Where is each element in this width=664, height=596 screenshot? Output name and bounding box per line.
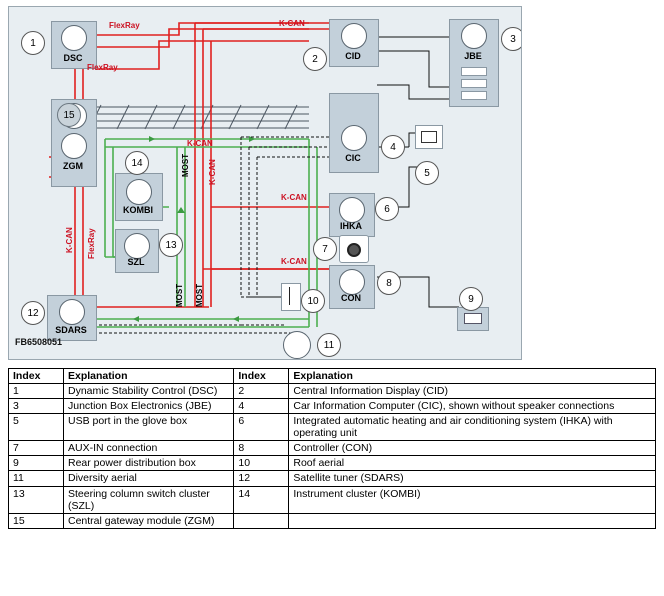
jbe-fuse-2 xyxy=(461,79,487,88)
callout-3[interactable]: 3 xyxy=(501,27,522,51)
legend-table xyxy=(8,368,656,529)
legend-index: 13 xyxy=(9,486,64,513)
aux-in-icon xyxy=(347,243,361,257)
table-row xyxy=(9,513,656,528)
figure-code: FB6508051 xyxy=(15,337,63,347)
table-row xyxy=(9,414,656,441)
legend-index: 15 xyxy=(9,513,64,528)
wiring-diagram xyxy=(8,6,522,360)
module-con-label: CON xyxy=(341,293,361,303)
legend-explanation: USB port in the glove box xyxy=(64,414,234,441)
legend-index: 11 xyxy=(9,471,64,486)
jbe-fuse-1 xyxy=(461,67,487,76)
szl-icon xyxy=(124,233,150,259)
legend-header-index-2: Index xyxy=(234,369,289,384)
legend-explanation: Central gateway module (ZGM) xyxy=(64,513,234,528)
wire-label-most-3: MOST xyxy=(195,283,204,307)
legend-explanation: Car Information Computer (CIC), shown without speaker connections xyxy=(289,399,656,414)
legend-index: 14 xyxy=(234,486,289,513)
legend-explanation xyxy=(289,513,656,528)
usb-icon xyxy=(421,131,437,143)
dsc-icon xyxy=(61,25,87,51)
roof-aerial-box xyxy=(281,283,301,311)
legend-index: 2 xyxy=(234,384,289,399)
module-kombi-label: KOMBI xyxy=(123,205,153,215)
wire-label-kcan-left: K-CAN xyxy=(65,227,74,253)
cic-icon xyxy=(341,125,367,151)
legend-header-explanation-2: Explanation xyxy=(289,369,656,384)
legend-index: 3 xyxy=(9,399,64,414)
legend-header-explanation-1: Explanation xyxy=(64,369,234,384)
legend-index xyxy=(234,513,289,528)
zgm-icon-bottom xyxy=(61,133,87,159)
legend-explanation: Dynamic Stability Control (DSC) xyxy=(64,384,234,399)
callout-6[interactable]: 6 xyxy=(375,197,399,221)
module-jbe-label: JBE xyxy=(464,51,482,61)
callout-1[interactable]: 1 xyxy=(21,31,45,55)
callout-15[interactable]: 15 xyxy=(57,103,81,127)
legend-index: 5 xyxy=(9,414,64,441)
table-row xyxy=(9,456,656,471)
callout-4[interactable]: 4 xyxy=(381,135,405,159)
legend-index: 9 xyxy=(9,456,64,471)
wire-label-kcan-mid: K-CAN xyxy=(208,159,217,185)
module-sdars-label: SDARS xyxy=(55,325,87,335)
jbe-icon xyxy=(461,23,487,49)
wire-label-kcan-top: K-CAN xyxy=(279,19,305,28)
diversity-aerial-icon xyxy=(283,331,311,359)
legend-explanation: Integrated automatic heating and air conditioning system (IHKA) with operating unit xyxy=(289,414,656,441)
wire-label-kcan-ihka: K-CAN xyxy=(281,193,307,202)
callout-10[interactable]: 10 xyxy=(301,289,325,313)
wire-label-kcan-con: K-CAN xyxy=(281,257,307,266)
legend-explanation: Roof aerial xyxy=(289,456,656,471)
module-szl-label: SZL xyxy=(127,257,145,267)
legend-explanation: Junction Box Electronics (JBE) xyxy=(64,399,234,414)
legend-explanation: Diversity aerial xyxy=(64,471,234,486)
legend-index: 6 xyxy=(234,414,289,441)
wire-label-flexray-3: FlexRay xyxy=(87,228,96,259)
rear-power-icon xyxy=(464,313,482,324)
module-cic-label: CIC xyxy=(345,153,361,163)
cid-icon xyxy=(341,23,367,49)
table-row xyxy=(9,384,656,399)
callout-11[interactable]: 11 xyxy=(317,333,341,357)
legend-index: 8 xyxy=(234,441,289,456)
kombi-icon xyxy=(126,179,152,205)
wire-label-flexray-1: FlexRay xyxy=(109,21,140,30)
legend-explanation: Instrument cluster (KOMBI) xyxy=(289,486,656,513)
callout-13[interactable]: 13 xyxy=(159,233,183,257)
table-row xyxy=(9,399,656,414)
legend-explanation: Rear power distribution box xyxy=(64,456,234,471)
module-dsc-label: DSC xyxy=(63,53,83,63)
module-zgm-label: ZGM xyxy=(63,161,83,171)
jbe-fuse-3 xyxy=(461,91,487,100)
callout-14[interactable]: 14 xyxy=(125,151,149,175)
legend-index: 12 xyxy=(234,471,289,486)
legend-index: 1 xyxy=(9,384,64,399)
wire-label-most-2: MOST xyxy=(175,283,184,307)
legend-explanation: Steering column switch cluster (SZL) xyxy=(64,486,234,513)
wire-label-kcan-cic: K-CAN xyxy=(187,139,213,148)
sdars-icon xyxy=(59,299,85,325)
ihka-icon xyxy=(339,197,365,223)
table-row xyxy=(9,471,656,486)
legend-explanation: Central Information Display (CID) xyxy=(289,384,656,399)
legend-header-index-1: Index xyxy=(9,369,64,384)
wire-label-most-1: MOST xyxy=(181,153,190,177)
legend-header-row xyxy=(9,369,656,384)
table-row xyxy=(9,486,656,513)
wire-label-flexray-2: FlexRay xyxy=(87,63,118,72)
legend-explanation: AUX-IN connection xyxy=(64,441,234,456)
callout-8[interactable]: 8 xyxy=(377,271,401,295)
roof-aerial-icon xyxy=(289,287,290,305)
con-icon xyxy=(339,269,365,295)
callout-12[interactable]: 12 xyxy=(21,301,45,325)
callout-5[interactable]: 5 xyxy=(415,161,439,185)
legend-index: 10 xyxy=(234,456,289,471)
callout-9[interactable]: 9 xyxy=(459,287,483,311)
legend-explanation: Satellite tuner (SDARS) xyxy=(289,471,656,486)
module-cid-label: CID xyxy=(345,51,361,61)
callout-2[interactable]: 2 xyxy=(303,47,327,71)
callout-7[interactable]: 7 xyxy=(313,237,337,261)
legend-index: 4 xyxy=(234,399,289,414)
legend-explanation: Controller (CON) xyxy=(289,441,656,456)
table-row xyxy=(9,441,656,456)
module-ihka-label: IHKA xyxy=(340,221,362,231)
legend-index: 7 xyxy=(9,441,64,456)
